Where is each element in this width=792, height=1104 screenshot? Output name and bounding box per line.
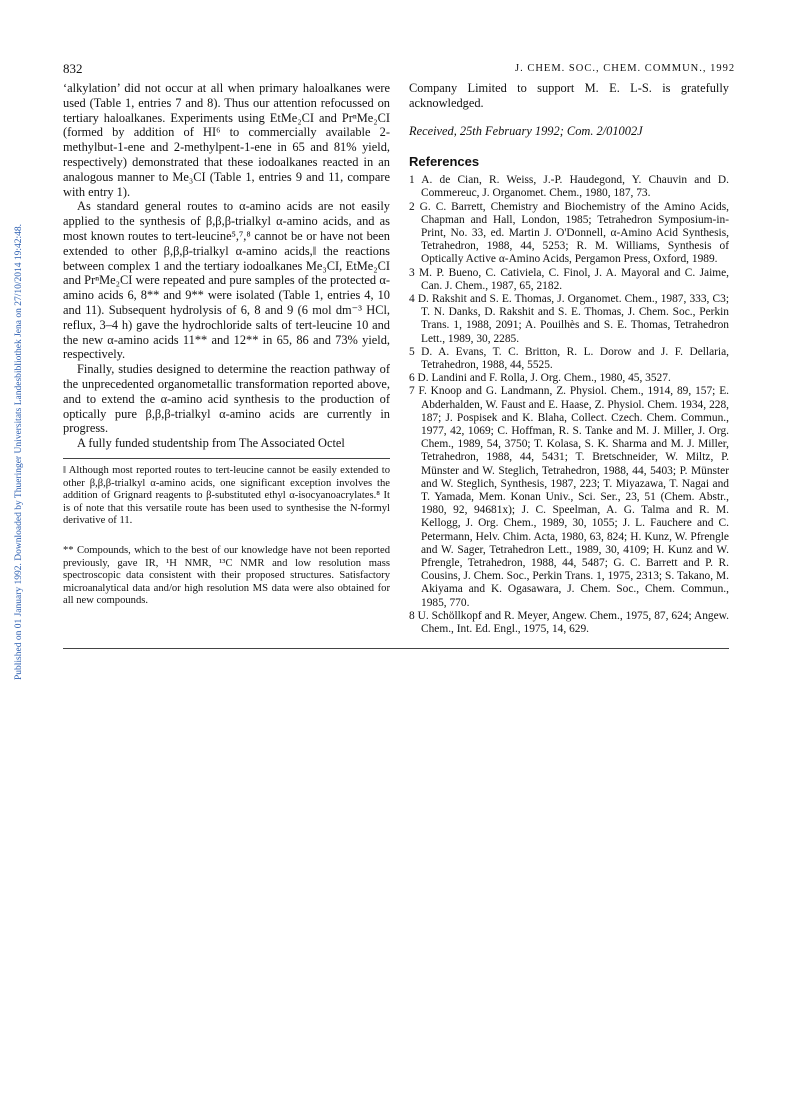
right-column — [409, 81, 729, 636]
reference-item: 4 D. Rakshit and S. E. Thomas, J. Organomet. Chem., 1987, 333, C3; T. N. Danks, D. Rakshit and S. E. Thomas, J. Chem. Soc., Perkin Trans. 1, 1988, 2091; A. Pouilhès and S. E. Thomas, Tetrahedron Lett., 1989, 30, 2285. — [409, 293, 729, 345]
paragraph-alkylation: ‘alkylation’ did not occur at all when primary haloalkanes were used (Table 1, entries 7 and 8). Thus our attention refocussed on tertiary haloalkanes. Experiments using EtMe₂CI and PrⁿMe₂CI (formed by addition of HI⁶ to commercially available 2-methylbut-1-ene and 2-methylpent-1-ene in 65 and 81% yield, respectively) demonstrated that these iodoalkanes reacted in an analogous manner to Me₃CI (Table 1, entries 9 and 11, compare with entry 1). — [63, 81, 390, 199]
acknowledgement: Company Limited to support M. E. L-S. is gratefully acknowledged. — [409, 81, 729, 110]
footnote-rule — [63, 458, 390, 459]
references-heading: References — [409, 154, 480, 170]
received-date: Received, 25th February 1992; Com. 2/01002J — [409, 123, 643, 138]
reference-item: 1 A. de Cian, R. Weiss, J.-P. Haudegond, Y. Chauvin and D. Commereuc, J. Organomet. Chem., 1980, 187, 73. — [409, 174, 729, 200]
reference-item: 8 U. Schöllkopf and R. Meyer, Angew. Chem., 1975, 87, 624; Angew. Chem., Int. Ed. Engl., 1975, 14, 629. — [409, 609, 729, 636]
reference-item: 6 D. Landini and F. Rolla, J. Org. Chem., 1980, 45, 3527. — [409, 372, 671, 385]
page-number: 832 — [63, 61, 83, 76]
left-column — [63, 81, 390, 451]
reference-item: 3 M. P. Bueno, C. Cativiela, C. Finol, J. A. Mayoral and C. Jaime, Can. J. Chem., 1987, 65, 2182. — [409, 266, 729, 292]
paragraph-finally: Finally, studies designed to determine the reaction pathway of the unprecedented organometallic transformation reported above, and to extend the α-amino acid synthesis to the production of optically pure β,β,β-trialkyl α-amino acids are currently in progress. — [63, 362, 390, 436]
footnote-tert-leucine: ‖ Although most reported routes to tert-leucine cannot be easily extended to other β,β,β-trialkyl α-amino acids, one significant exception involves the addition of Grignard reagents to β-substituted ethyl α-isocyanoacrylates.⁸ It is of note that this versatile route has been used to synthesise the N-formyl derivative of 11. — [63, 465, 390, 527]
footnote-new-compounds: ** Compounds, which to the best of our knowledge have not been reported previously, gave IR, ¹H NMR, ¹³C NMR and low resolution mass spectroscopic data consistent with their proposed structures. Satisfactory microanalytical data and/or high resolution MS data were also obtained for all new compounds. — [63, 545, 390, 607]
references-list — [409, 174, 729, 636]
download-watermark-text: Published on 01 January 1992. Downloaded by Thueringer Universitats Landesbibliothek Jena on 27/10/2014 19:42:48. — [14, 223, 24, 680]
reference-item: 5 D. A. Evans, T. C. Britton, R. L. Dorow and J. F. Dellaria, Tetrahedron, 1988, 44, 5525. — [409, 345, 729, 372]
paragraph-standard-routes: As standard general routes to α-amino acids are not easily applied to the synthesis of β,β,β-trialkyl α-amino acids, and as most known routes to tert-leucine⁵,⁷,⁸ cannot be or have not been extended to other β,β,β-trialkyl α-amino acids,‖ the reactions between complex 1 and the tertiary iodoalkanes Me₃CI, EtMe₂CI and PrⁿMe₂CI were repeated and pure samples of the protected α-amino acids 6, 8** and 9** were isolated (Table 1, entries 4, 10 and 11). Subsequent hydrolysis of 6, 8 and 9 (6 mol dm⁻³ HCl, reflux, 3–4 h) gave the hydrochloride salts of tert-leucine 10 and the new α-amino acids 11** and 12** in 65, 86 and 73% yield, respectively. — [63, 199, 390, 362]
bottom-rule — [63, 648, 729, 649]
reference-item: 2 G. C. Barrett, Chemistry and Biochemistry of the Amino Acids, Chapman and Hall, London, 1985; Tetrahedron Symposium-in-Print, No. 33, ed. Martin J. O'Donnell, α-Amino Acid Synthesis, Tetrahedron, 1988, 44, 5253; R. M. Williams, Synthesis of Optically Active α-Amino Acids, Pergamon Press, Oxford, 1989. — [409, 200, 729, 266]
download-watermark — [0, 0, 22, 700]
reference-item: 7 F. Knoop and G. Landmann, Z. Physiol. Chem., 1914, 89, 157; E. Abderhalden, W. Faust and E. Haase, Z. Physiol. Chem. 1934, 228, 187; J. Pospisek and K. Blaha, Collect. Czech. Chem. Commun., 1977, 42, 1069; C. Hoffman, R. S. Tanke and M. J. Miller, J. Org. Chem., 1989, 54, 3750; T. Kolasa, S. K. Sharma and M. J. Miller, Tetrahedron, 1988, 44, 5431; T. Bretschneider, W. Miltz, P. Münster and W. Steglich, Tetrahedron, 1988, 44, 5403; P. Münster and W. Steglich, Synthesis, 1987, 223; T. Miyazawa, T. Nagai and T. Yamada, Mem. Konan Univ., Sci. Ser., 23, 51 (Chem. Abstr., 1980, 92, 94681x); J. C. Speelman, A. G. Talma and R. M. Kellogg, J. Org. Chem., 1989, 30, 1055; J. L. Fauchere and C. Petermann, Helv. Chim. Acta, 1980, 63, 824; H. Kunz, W. Pfrengle and W. Sager, Tetrahedron Lett., 1989, 30, 4109; H. Kunz and W. Pfrengle, Tetrahedron, 1988, 44, 5487; G. C. Barrett and P. R. Cousins, J. Chem. Soc., Perkin Trans. 1, 1975, 2313; S. Takano, M. Akiyama and K. Ogasawara, J. Chem. Soc., Chem. Commun., 1985, 770. — [409, 385, 729, 609]
paragraph-studentship: A fully funded studentship from The Associated Octel — [77, 436, 345, 451]
journal-header: J. CHEM. SOC., CHEM. COMMUN., 1992 — [515, 63, 736, 74]
